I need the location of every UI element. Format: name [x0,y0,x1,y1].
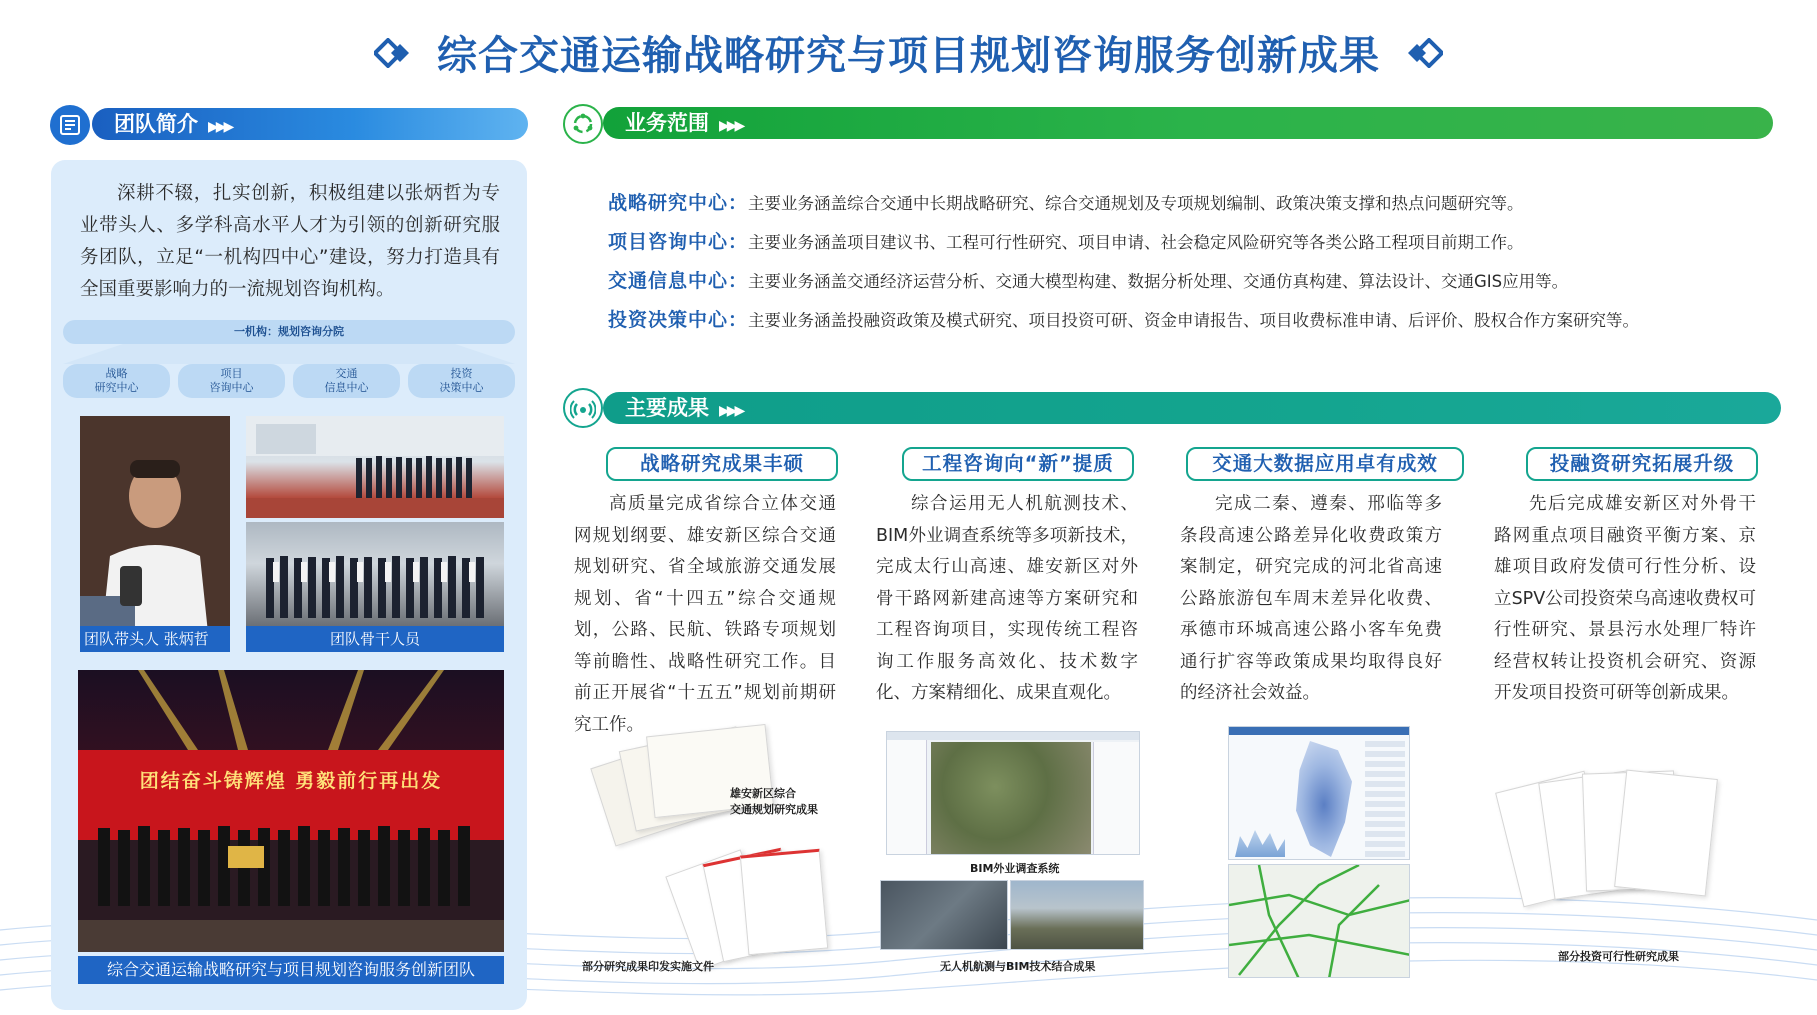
diamond-left-icon [374,38,414,68]
achievement-title-invest: 投融资研究拓展升级 [1526,447,1758,481]
traffic-analysis-dashboard [1228,726,1410,860]
achievement-text-bigdata: 完成二秦、遵秦、邢临等多条段高速公路差异化收费政策方案制定，研究完成的河北省高速公路旅游包车周末差异化收费、承德市环城高速公路小客车免费通行扩容等政策成果均取得良好的经济社会效益。 [1180,494,1442,703]
page-title-row [0,24,1817,81]
drone-survey-image [880,880,1008,950]
investment-report-4 [1614,770,1718,897]
group-figures-2 [246,522,504,626]
scope-section-heading: 业务范围 [625,111,709,135]
team-section-bar [92,108,528,140]
org-center-info: 交通 信息中心 [293,364,400,398]
drone-bim-label: 无人机航测与BIM技术结合成果 [940,960,1096,973]
investment-report-label: 部分投资可行性研究成果 [1558,950,1679,963]
achievement-section-heading: 主要成果 [625,396,709,420]
core-team-caption: 团队骨干人员 [246,626,504,652]
achievement-text-strategy: 高质量完成省综合立体交通网规划纲要、雄安新区综合交通规划研究、省全域旅游交通发展规划、省“十四五”综合交通规划，公路、民航、铁路专项规划等前瞻性、战略性研究工作。目前正开展省“十五五”规划前期研究工作。 [574,494,836,735]
leader-figure [80,416,230,652]
scope-row-strategy: 战略研究中心：主要业务涵盖综合交通中长期战略研究、综合交通规划及专项规划编制、政策决策支撑和热点问题研究等。 [608,192,1524,214]
chevrons-icon: ▶▶▶ [719,403,743,419]
policy-document-3 [740,849,828,956]
team-section-icon [50,105,90,145]
award-stage-photo [78,670,504,952]
road-network-map [1228,864,1410,978]
group-figures [246,416,504,518]
policy-docs-label: 部分研究成果印发实施文件 [582,960,714,973]
core-team-photo-2 [246,522,504,626]
achievement-text-invest: 先后完成雄安新区对外骨干路网重点项目融资平衡方案、京雄项目政府发债可行性分析、设立SPV公司投资荣乌高速收费权可行性研究、景县污水处理厂特许经营权转让投资机会研究、资源开发项目投资可研等创新成果。 [1494,494,1756,703]
chevrons-icon: ▶▶▶ [208,119,232,135]
stage-scene [78,670,504,952]
org-chart-connector [63,344,515,364]
stage-banner-text: 团结奋斗铸辉煌 勇毅前行再出发 [139,770,443,792]
bim-label: BIM外业调查系统 [970,862,1060,875]
scope-section-bar [603,107,1773,139]
org-center-project: 项目 咨询中心 [178,364,285,398]
team-section-heading: 团队简介 [114,112,198,136]
team-intro: 深耕不辍，扎实创新，积极组建以张炳哲为专业带头人、多学科高水平人才为引领的创新研究服务团队，立足“一机构四中心”建设，努力打造具有全国重要影响力的一流规划咨询机构。 [80,183,500,300]
bim-system-screenshot [886,731,1140,855]
xiongan-report-label: 雄安新区综合 交通规划研究成果 [730,787,818,816]
scope-row-project: 项目咨询中心：主要业务涵盖项目建议书、工程可行性研究、项目申请、社会稳定风险研究等各类公路工程项目前期工作。 [608,231,1524,253]
achievement-title-engineering: 工程咨询向“新”提质 [902,447,1134,481]
bim-model-image [1010,880,1144,950]
page-title: 综合交通运输战略研究与项目规划咨询服务创新成果 [437,33,1380,79]
leader-caption: 团队带头人 张炳哲 [80,626,230,652]
org-center-strategy: 战略 研究中心 [63,364,170,398]
achievement-title-bigdata: 交通大数据应用卓有成效 [1186,447,1464,481]
road-network-lines [1229,865,1410,978]
recycle-arrows-icon [570,111,596,137]
scope-row-invest: 投资决策中心：主要业务涵盖投融资政策及模式研究、项目投资可研、资金申请报告、项目收费标准申请、后评价、股权合作方案研究等。 [608,309,1640,331]
org-center-invest: 投资 决策中心 [408,364,515,398]
leader-photo [80,416,230,652]
document-list-icon [58,113,82,137]
org-chart-root: 一机构：规划咨询分院 [63,320,515,344]
signal-icon [570,395,596,421]
award-caption: 综合交通运输战略研究与项目规划咨询服务创新团队 [78,956,504,984]
core-team-photo-1 [246,416,504,518]
scope-section-icon [563,104,603,144]
scope-row-info: 交通信息中心：主要业务涵盖交通经济运营分析、交通大模型构建、数据分析处理、交通仿真构建、算法设计、交通GIS应用等。 [608,270,1569,292]
achievement-section-bar [603,392,1781,424]
achievement-section-icon [563,388,603,428]
chevrons-icon: ▶▶▶ [719,118,743,134]
achievement-title-strategy: 战略研究成果丰硕 [606,447,838,481]
achievement-text-engineering: 综合运用无人机航测技术、BIM外业调查系统等多项新技术，完成太行山高速、雄安新区对外骨干路网新建高速等方案研究和工程咨询项目，实现传统工程咨询工作服务高效化、技术数字化、方案精细化、成果直观化。 [876,494,1138,703]
diamond-right-icon [1403,38,1443,68]
